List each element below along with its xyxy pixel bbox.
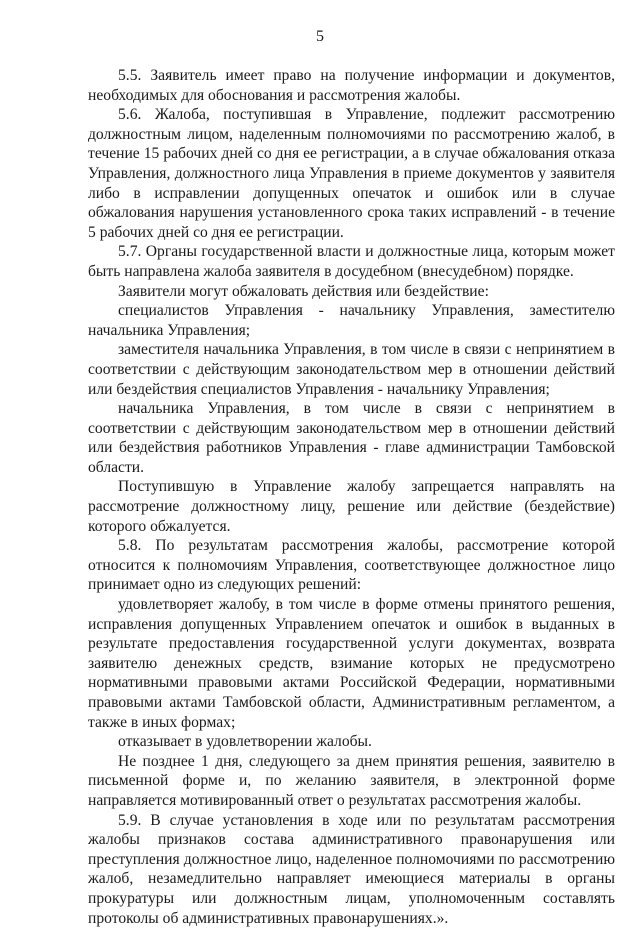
paragraph-refuses: отказывает в удовлетворении жалобы. bbox=[118, 733, 372, 751]
paragraph-appeal-deputy: заместителя начальника Управления, в том числе в связи с непринятием в соответствии с действующим законодательством мер в отношении действий или бездействия специалистов Управления - начальнику Управления; bbox=[88, 341, 615, 398]
paragraph-5-6: 5.6. Жалоба, поступившая в Управление, подлежит рассмотрению должностным лицом, наделенным полномочиями по рассмотрению жалоб, в течение 15 рабочих дней со дня ее регистрации, а в случае обжалования отказа Управления, должностного лица Управления в приеме документов у заявителя либо в исправлении допущенных опечаток и ошибок или в случае обжалования нарушения установленного срока таких исправлений - в течение 5 рабочих дней со дня ее регистрации. bbox=[88, 106, 615, 241]
paragraph-prohibition: Поступившую в Управление жалобу запрещается направлять на рассмотрение должностному лицу, решение или действие (бездействие) которого обжалуется. bbox=[88, 478, 615, 535]
paragraph-5-9: 5.9. В случае установления в ходе или по результатам рассмотрения жалобы признаков состава административного правонарушения или преступления должностное лицо, наделенное полномочиями по рассмотрению жалоб, незамедлительно направляет имеющиеся материалы в органы прокуратуры или должностным лицам, уполномоченным составлять протоколы об административных правонарушениях.». bbox=[88, 811, 615, 927]
paragraph-satisfies: удовлетворяет жалобу, в том числе в форме отмены принятого решения, исправления допущенных Управлением опечаток и ошибок в выданных в результате предоставления государственной услуги документах, возврата заявителю денежных средств, взимание которых не предусмотрено нормативными правовыми актами Российской Федерации, нормативными правовыми актами Тамбовской области, Административным регламентом, а также в иных формах; bbox=[88, 596, 615, 731]
paragraph-response-deadline: Не позднее 1 дня, следующего за днем принятия решения, заявителю в письменной форме и, по желанию заявителя, в электронной форме направляется мотивированный ответ о результатах рассмотрения жалобы. bbox=[88, 752, 615, 809]
page-number: 5 bbox=[316, 28, 324, 45]
paragraph-5-8: 5.8. По результатам рассмотрения жалобы, рассмотрение которой относится к полномочиям Управления, соответствующее должностное лицо принимает одно из следующих решений: bbox=[88, 537, 615, 594]
paragraph-5-7: 5.7. Органы государственной власти и должностные лица, которым может быть направлена жалоба заявителя в досудебном (внесудебном) порядке. bbox=[88, 243, 615, 280]
paragraph-appeal-head: начальника Управления, в том числе в связи с непринятием в соответствии с действующим законодательством мер в отношении действий или бездействия работников Управления - главе администрации Тамбовской области. bbox=[88, 400, 615, 476]
document-body bbox=[88, 66, 615, 928]
paragraph-5-5: 5.5. Заявитель имеет право на получение информации и документов, необходимых для обоснования и рассмотрения жалобы. bbox=[88, 67, 615, 104]
paragraph-appeal-intro: Заявители могут обжаловать действия или бездействие: bbox=[118, 282, 489, 300]
paragraph-appeal-specialists: специалистов Управления - начальнику Управления, заместителю начальника Управления; bbox=[88, 302, 615, 339]
